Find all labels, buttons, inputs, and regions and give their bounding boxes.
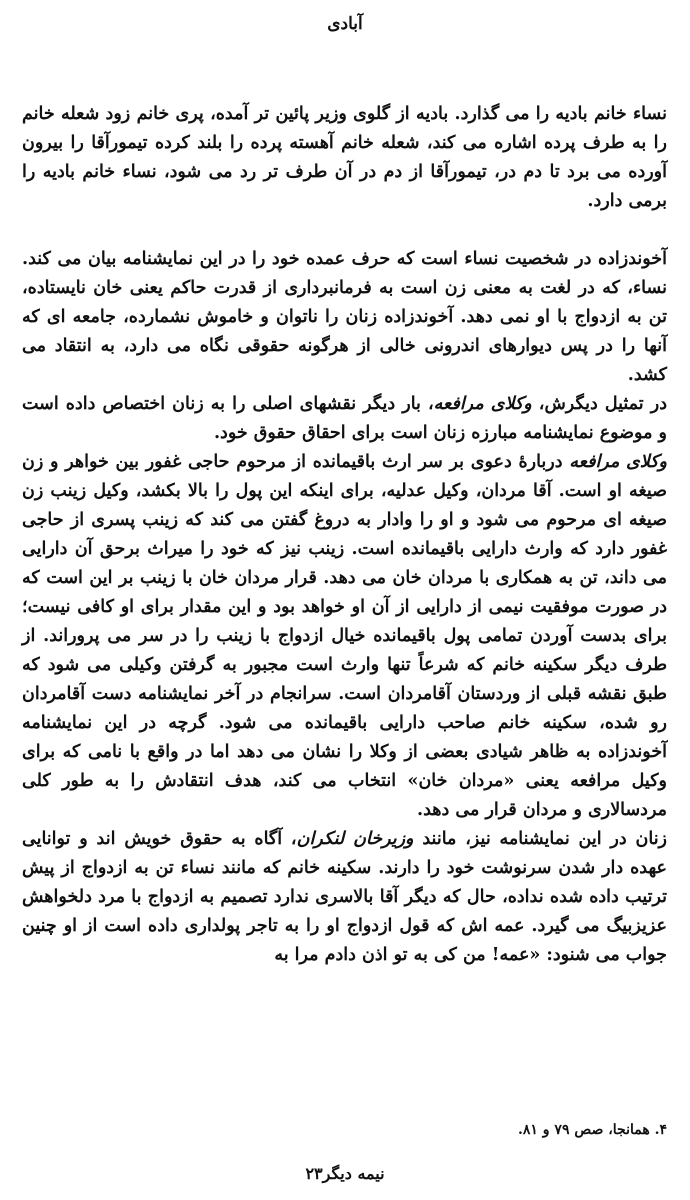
play-title-italic: وزیرخان لنکران	[296, 829, 414, 849]
paragraph-5-before: زنان در این نمایشنامه نیز، مانند	[413, 829, 668, 849]
body-text	[22, 100, 667, 970]
paragraph-3-after: ، بار دیگر نقشهای اصلی را به زنان اختصاص داده است و موضوع نمایشنامه مبارزه زنان است برای احقاق حقوق خود.	[22, 394, 667, 443]
footnote: ۴. همانجا، صص ۷۹ و ۸۱.	[517, 1122, 667, 1138]
running-header: آبادی	[327, 14, 363, 34]
paragraph-5-after: ، آگاه به حقوق خویش اند و توانایی عهده دار شدن سرنوشت خود را دارند. سکینه خانم که مانند نساء تن به ازدواج از پیش ترتیب داده شده نداده، حال که دیگر آقا بالاسری ندارد تصمیم به ازدواج با مرد دلخواهش عزیزبیگ می گیرد. عمه اش که قول ازدواج او را به تاجر پولداری داده است از او چنین جواب می شنود: «عمه! من کی به تو اذن دادم مرا به	[22, 829, 667, 965]
paragraph-3-before: در تمثیل دیگرش،	[531, 394, 667, 414]
play-title-italic: وکلای مرافعه	[433, 394, 532, 414]
paragraph-5	[22, 825, 667, 970]
paragraph-2: آخوندزاده در شخصیت نساء است که حرف عمده خود را در این نمایشنامه بیان می کند. نساء، که در لغت به معنی زن است به فرمانبرداری از قدرت حاکم یعنی خان نایستاده، تن به ازدواج با او نمی دهد. آخوندزاده زنان را ناتوان و خاموش نشمارده، جامعه ای که آنها را در پس دیوارهای اندرونی خالی از هرگونه حقوقی نگاه می دارد، به انتقاد می کشد.	[22, 249, 667, 385]
page-footer: نیمه دیگر۲۳	[305, 1164, 385, 1183]
paragraph-1: نساء خانم بادیه را می گذارد. بادیه از گلوی وزیر پائین تر آمده، پری خانم زود شعله خانم را به طرف پرده اشاره می کند، شعله خانم آهسته پرده را بلند کرده تیمورآقا را بیرون آورده می برد تا دم در، تیمورآقا از دم در آن طرف تر رد می شود، نساء خانم بادیه را برمی دارد.	[22, 104, 667, 211]
paragraph-4-after: دربارهٔ دعوی بر سر ارث باقیمانده از مرحوم حاجی غفور بین خواهر و زن صیغه او است. آقا مردان، وکیل عدلیه، برای اینکه این پول را بالا بکشد، وکیل زینب زن صیغه ای مرحوم می شود و او را وادار به دروغ گفتن می کند که زینب پسری از حاجی غفور دارد که وارث دارایی باقیمانده است. زینب نیز که خود را میراث برحق آن دارایی می داند، تن به همکاری با مردان خان می دهد. قرار مردان خان با زینب بر این است که در صورت موفقیت نیمی از دارایی از آن او خواهد بود و این مقدار برای او کافی نیست؛ برای بدست آوردن تمامی پول باقیمانده خیال ازدواج با زینب را در سر می پروراند. از طرف دیگر سکینه خانم که شرعاً تنها وارث است مجبور به گرفتن وکیلی می شود که طبق نقشه قبلی از وردستان آقامردان است. سرانجام در آخر نمایشنامه دست آقامردان رو شده، سکینه خانم صاحب دارایی باقیمانده می شود. گرچه در این نمایشنامه آخوندزاده به ظاهر شیادی بعضی از وکلا را نشان می دهد اما در واقع با نامی که برای وکیل مرافعه یعنی «مردان خان» انتخاب می کند، هدف انتقادش را به طور کلی مردسالاری و مردان قرار می دهد.	[22, 452, 667, 820]
paragraph-3	[22, 390, 667, 448]
paragraph-4	[22, 448, 667, 825]
play-title-italic: وکلای مرافعه	[569, 452, 667, 472]
